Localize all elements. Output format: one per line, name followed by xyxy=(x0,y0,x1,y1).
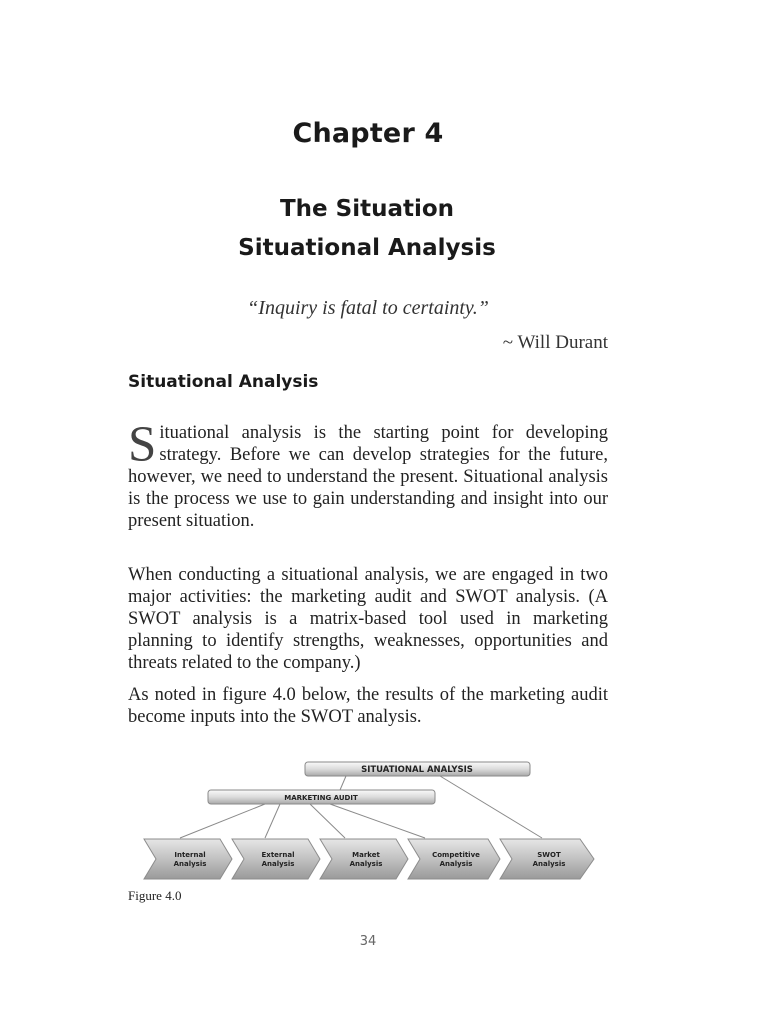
analysis-chevron-4 xyxy=(408,839,500,879)
svg-text:Competitive: Competitive xyxy=(432,851,480,859)
epigraph-quote: “Inquiry is fatal to certainty.” xyxy=(247,297,489,319)
connector-lines xyxy=(180,776,542,838)
situational-analysis-diagram xyxy=(140,758,600,886)
section-heading: Situational Analysis xyxy=(128,372,319,392)
marketing-audit-label: MARKETING AUDIT xyxy=(284,794,358,802)
drop-cap: S xyxy=(128,417,157,473)
paragraph-1 xyxy=(128,417,608,532)
marketing-audit-box xyxy=(208,790,435,804)
chapter-title-line-1: The Situation xyxy=(279,196,455,222)
svg-text:Analysis: Analysis xyxy=(439,860,473,868)
analysis-chevron-2 xyxy=(232,839,320,879)
figure-caption: Figure 4.0 xyxy=(128,888,182,903)
paragraph-2: When conducting a situational analysis, we are engaged in two major activities: the marketing audit and SWOT analysis. (A SWOT analysis is a matrix-based tool used in marketing planning to identify strengths, weaknesses, opportunities and threats related to the company.) xyxy=(128,565,608,673)
analysis-chevron-5 xyxy=(500,839,594,879)
chapter-title: Chapter 4 xyxy=(292,118,444,149)
chapter-title-line-2: Situational Analysis xyxy=(238,235,496,261)
paragraph-3: As noted in figure 4.0 below, the results of the marketing audit become inputs into the SWOT analysis. xyxy=(128,685,608,727)
svg-text:Market: Market xyxy=(352,851,380,859)
situational-analysis-box xyxy=(305,762,530,776)
epigraph-attribution: ~ Will Durant xyxy=(502,332,608,353)
svg-text:Analysis: Analysis xyxy=(349,860,383,868)
analysis-chevron-3 xyxy=(320,839,408,879)
svg-text:Internal: Internal xyxy=(174,851,206,859)
svg-text:Analysis: Analysis xyxy=(261,860,295,868)
svg-text:External: External xyxy=(261,851,295,859)
situational-analysis-label: SITUATIONAL ANALYSIS xyxy=(361,765,473,775)
paragraph-1-text: ituational analysis is the starting point for developing strategy. Before we can develop strategies for the future, however, we need to understand the present. Situational analysis is the process we use to gain understanding and insight into our present situation. xyxy=(128,423,608,531)
analysis-chevron-1 xyxy=(144,839,232,879)
svg-text:SWOT: SWOT xyxy=(537,851,561,859)
page-number: 34 xyxy=(359,934,377,949)
svg-text:Analysis: Analysis xyxy=(173,860,207,868)
svg-text:Analysis: Analysis xyxy=(532,860,566,868)
